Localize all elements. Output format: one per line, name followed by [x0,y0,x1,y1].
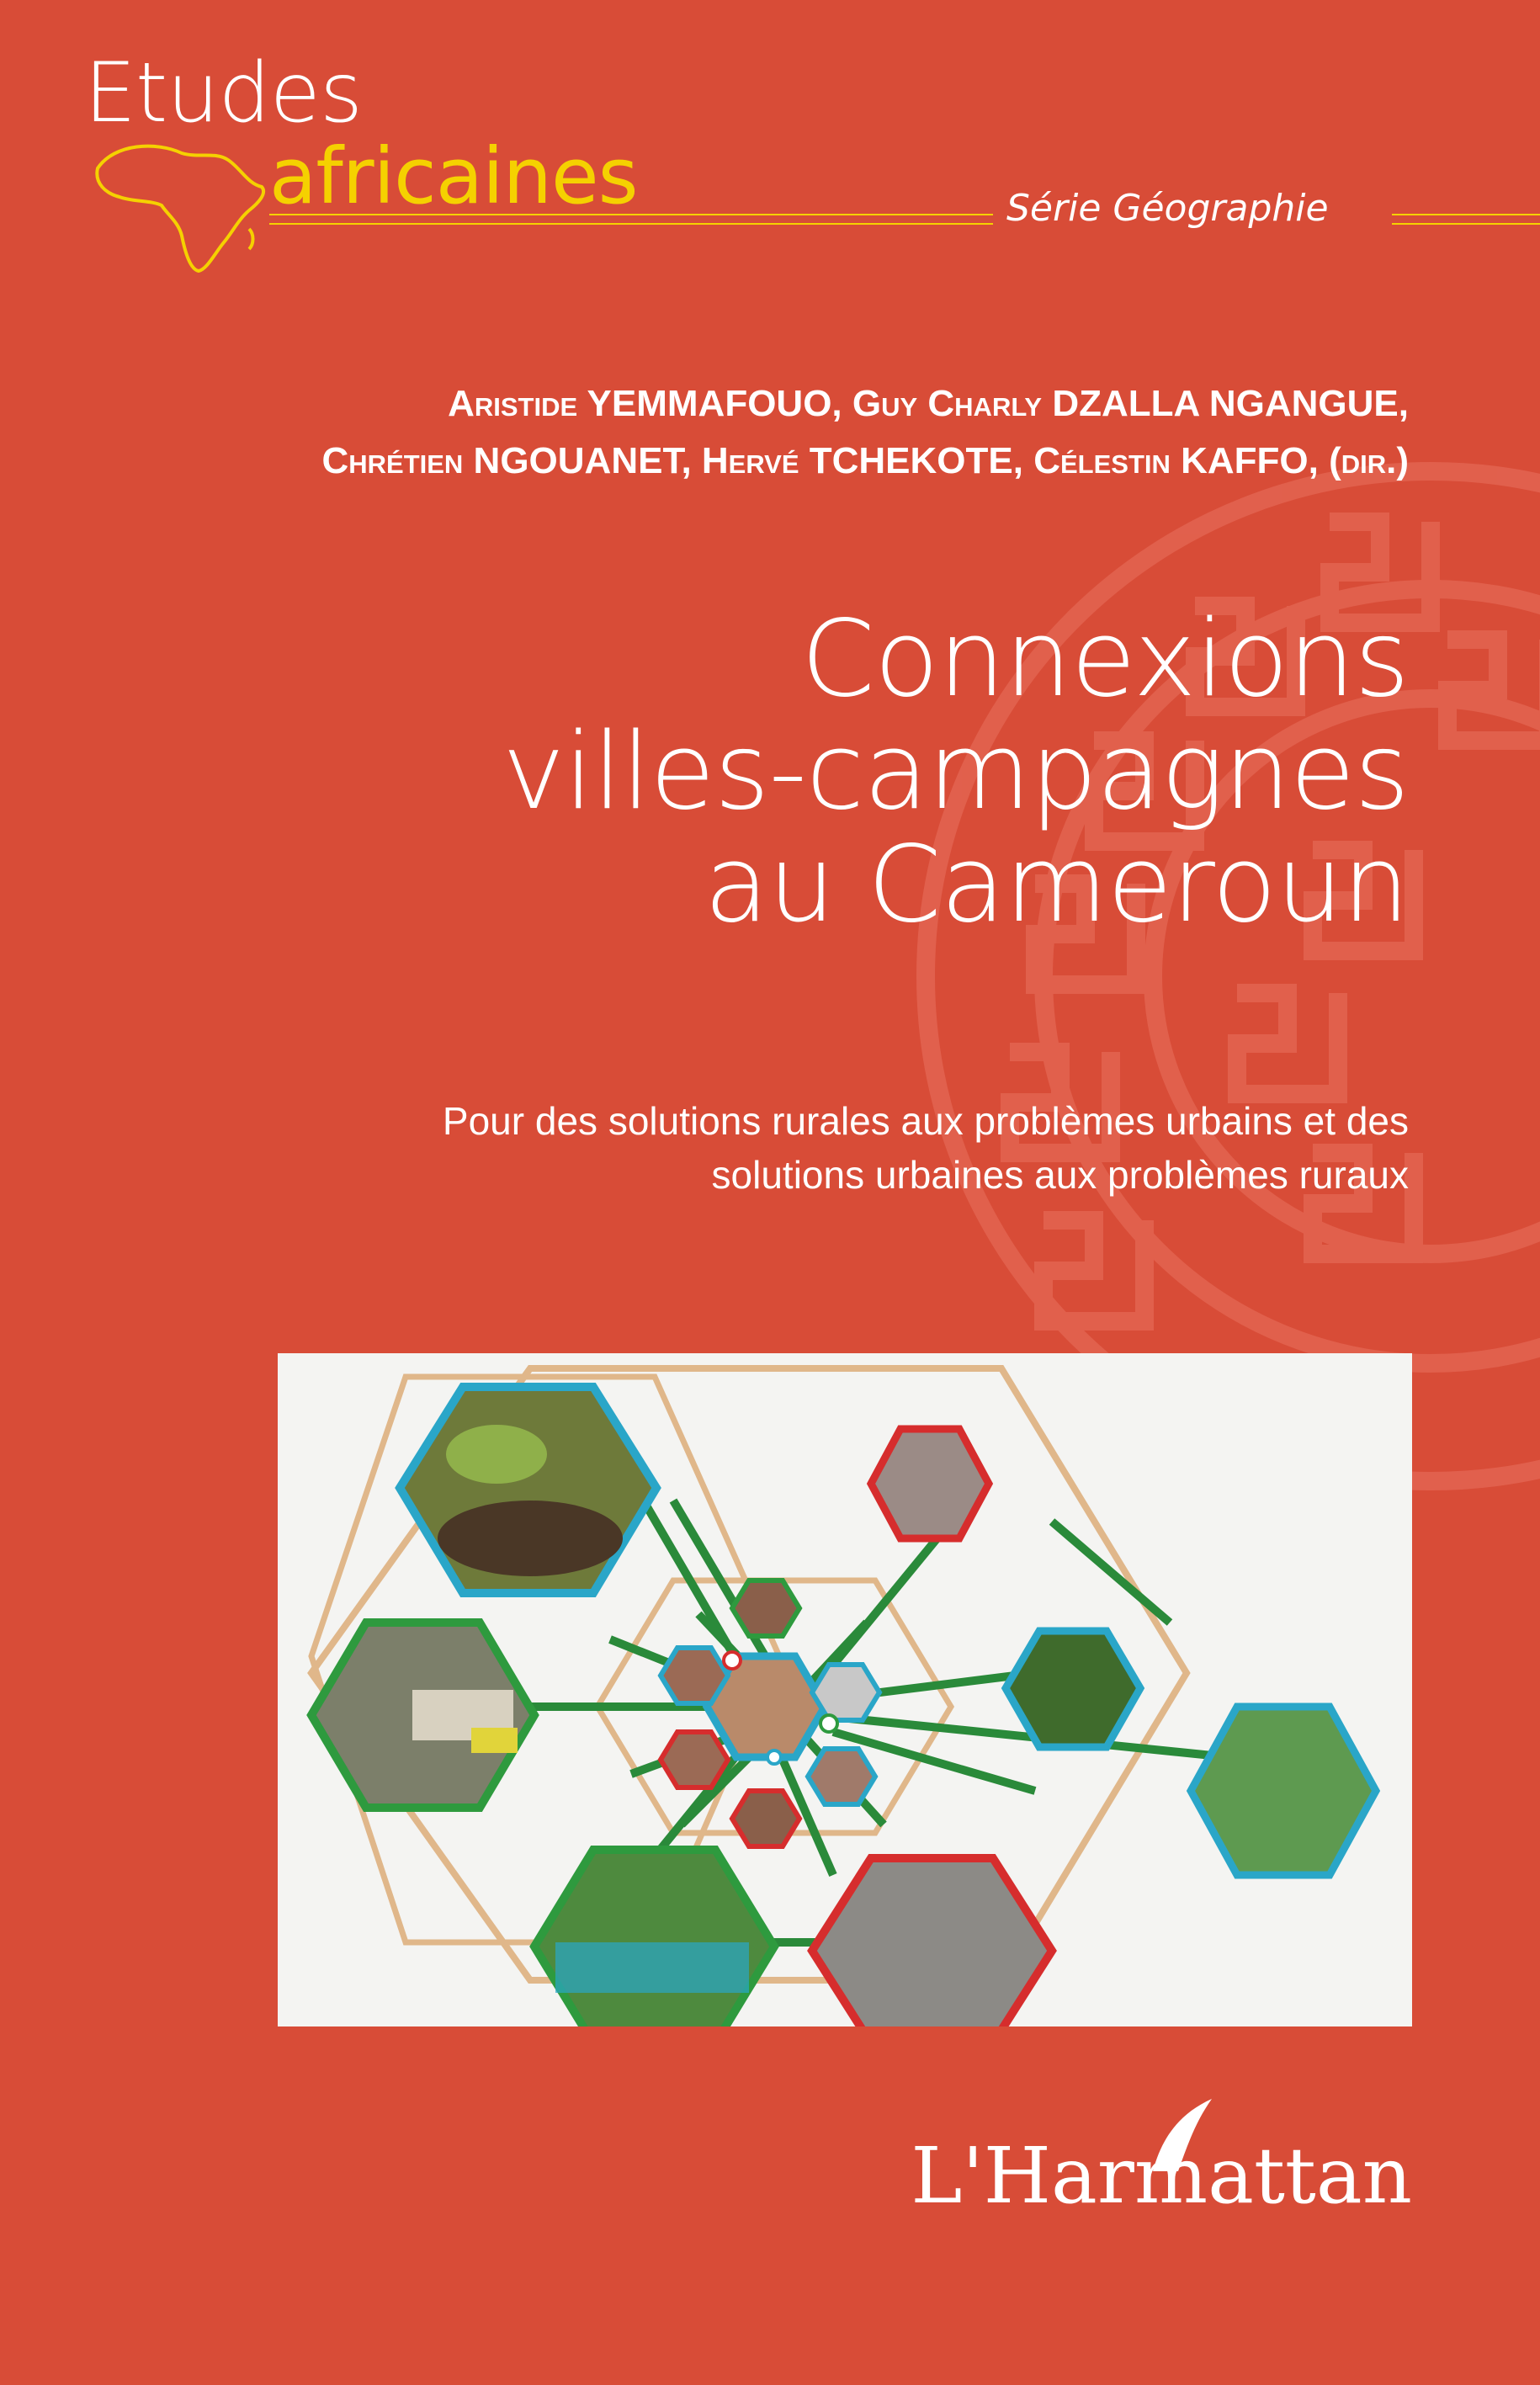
title-line-3: au Cameroun [704,822,1409,946]
subtitle-line-1: Pour des solutions rurales aux problèmes urbains et des [442,1099,1409,1143]
series-name-line2: africaines [269,131,638,221]
authors-line-1: Aristide YEMMAFOUO, Guy Charly DZALLA NGANGUE, [448,383,1409,424]
africa-map-icon [81,135,274,278]
publisher-logo-text: L'Harmattan [911,2131,1412,2221]
book-subtitle [146,1094,1409,1202]
authors-block [146,375,1409,490]
subtitle-line-2: solutions urbaines aux problèmes ruraux [711,1153,1409,1197]
title-line-1: Connexions [800,597,1409,720]
hex-tiles [311,1387,1376,2026]
series-rule-left [269,214,993,225]
series-name-line1: Etudes [84,45,363,141]
subseries-label: Série Géographie [1006,187,1329,230]
title-line-2: villes-campagnes [502,709,1409,833]
hexagon-network-diagram [278,1353,1412,2026]
cover-illustration [278,1353,1412,2026]
book-title [146,597,1409,946]
series-rule-right [1392,214,1540,225]
authors-line-2: Chrétien NGOUANET, Hervé TCHEKOTE, Célestin KAFFO, (dir.) [321,440,1409,481]
